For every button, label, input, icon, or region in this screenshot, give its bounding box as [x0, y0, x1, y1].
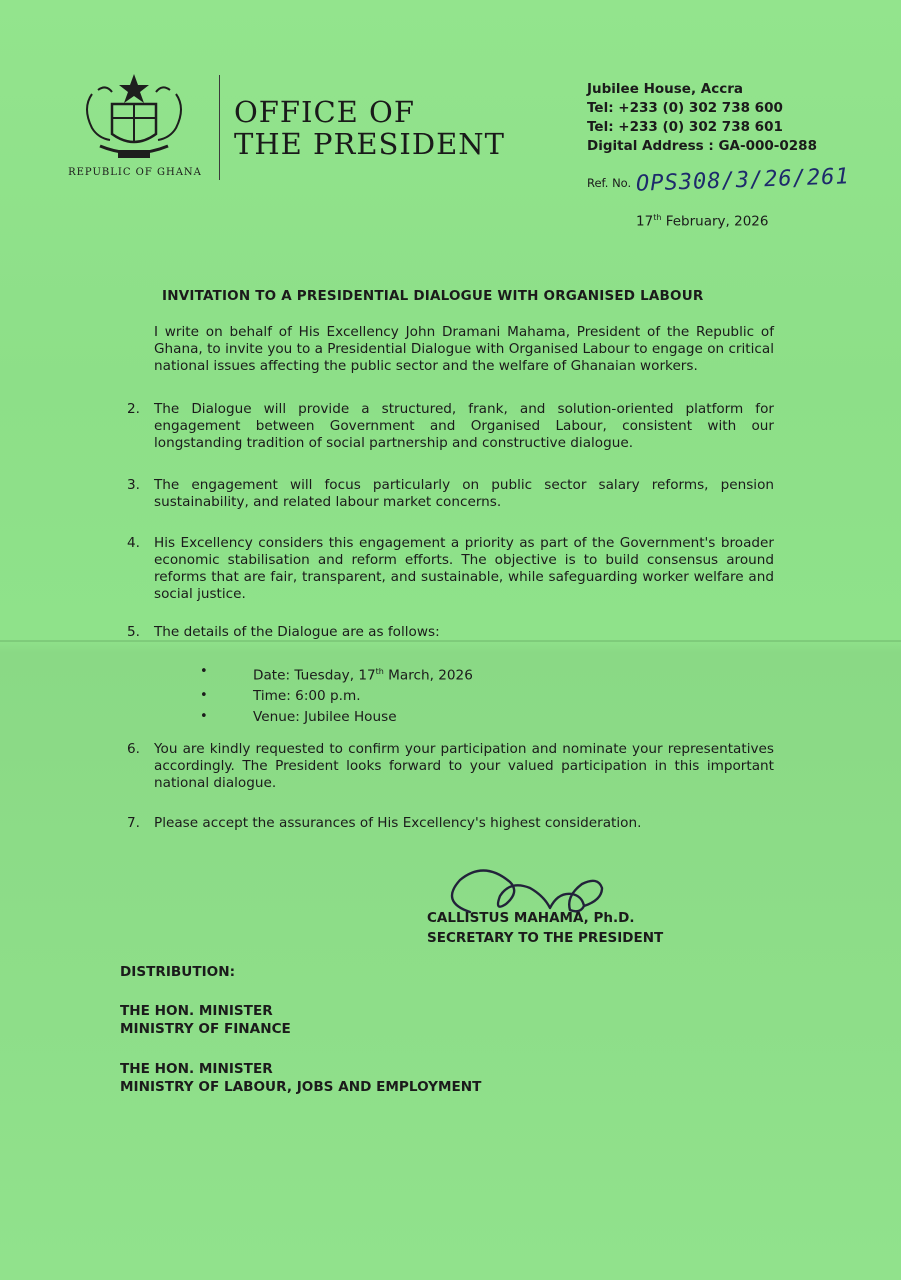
telephone-1: Tel: +233 (0) 302 738 600 — [587, 100, 783, 116]
detail-venue: Venue: Jubilee House — [253, 708, 397, 725]
detail-time: Time: 6:00 p.m. — [253, 688, 361, 705]
paragraph-4 — [127, 535, 774, 603]
paragraph-number: 6. — [127, 741, 140, 757]
signatory-title: SECRETARY TO THE PRESIDENT — [427, 930, 664, 946]
digital-address: Digital Address : GA-000-0288 — [587, 138, 817, 154]
paragraph-6 — [127, 741, 774, 792]
detail-date-prefix: Date: Tuesday, 17 — [253, 667, 376, 684]
paragraph-text: Please accept the assurances of His Excellency's highest consideration. — [154, 815, 642, 831]
recipient-line1: THE HON. MINISTER — [120, 1003, 273, 1019]
paragraph-number: 2. — [127, 401, 140, 417]
signatory-name: CALLISTUS MAHAMA, Ph.D. — [427, 910, 635, 926]
letter-subject: INVITATION TO A PRESIDENTIAL DIALOGUE WITH ORGANISED LABOUR — [162, 288, 704, 304]
paragraph-text: His Excellency considers this engagement a priority as part of the Government's broader economic stabilisation and reform efforts. The objective is to build consensus around reforms that are fair, transparent, and sustainable, while safeguarding worker welfare and social justice. — [154, 535, 774, 602]
detail-date-suffix: th — [375, 667, 384, 676]
paragraph-text: The engagement will focus particularly on public sector salary reforms, pension sustainability, and related labour market concerns. — [154, 477, 774, 510]
paragraph-text: You are kindly requested to confirm your participation and nominate your representatives accordingly. The President looks forward to your valued participation in this important national dialogue. — [154, 741, 774, 791]
paragraph-number: 5. — [127, 624, 140, 640]
paragraph-text: The Dialogue will provide a structured, frank, and solution-oriented platform for engagement between Government and Organised Labour, consistent with our longstanding tradition of social partnership and constructive dialogue. — [154, 401, 774, 451]
date-rest: February, 2026 — [661, 213, 769, 230]
paragraph-1: I write on behalf of His Excellency John Dramani Mahama, President of the Republic of Ghana, to invite you to a Presidential Dialogue with Organised Labour to engage on critical national issues affecting the public sector and the welfare of Ghanaian workers. — [154, 324, 774, 374]
distribution-recipient-1 — [120, 1002, 291, 1038]
paragraph-text: The details of the Dialogue are as follows: — [154, 624, 440, 640]
recipient-line2: MINISTRY OF FINANCE — [120, 1021, 291, 1037]
date-suffix: th — [653, 213, 662, 222]
reference-label: Ref. No. — [587, 176, 632, 190]
list-item — [200, 662, 473, 686]
office-title-line2: THE PRESIDENT — [234, 127, 505, 161]
paragraph-number: 3. — [127, 477, 140, 493]
paragraph-3 — [127, 477, 774, 511]
letter-date — [636, 213, 768, 230]
bullet: • — [200, 688, 208, 704]
list-item — [200, 686, 473, 707]
date-day: 17 — [636, 213, 654, 230]
detail-date-rest: March, 2026 — [383, 667, 473, 684]
list-item — [200, 707, 473, 728]
bullet: • — [200, 664, 208, 679]
paragraph-7 — [127, 815, 774, 832]
paragraph-2 — [127, 401, 774, 452]
signatory-block — [427, 908, 663, 948]
telephone-2: Tel: +233 (0) 302 738 601 — [587, 119, 783, 135]
paragraph-number: 7. — [127, 815, 140, 831]
reference-number — [587, 164, 851, 197]
address-line: Jubilee House, Accra — [587, 81, 743, 97]
distribution-heading: DISTRIBUTION: — [120, 964, 236, 980]
coat-of-arms-emblem — [78, 72, 190, 164]
paragraph-5 — [127, 624, 774, 641]
crest-caption: REPUBLIC OF GHANA — [68, 167, 202, 178]
distribution-recipient-2 — [120, 1060, 481, 1096]
letterhead-divider — [219, 75, 220, 180]
recipient-line2: MINISTRY OF LABOUR, JOBS AND EMPLOYMENT — [120, 1079, 482, 1095]
office-title-line1: OFFICE OF — [234, 95, 415, 129]
dialogue-details-list — [200, 662, 473, 727]
office-title — [234, 96, 505, 160]
bullet: • — [200, 708, 208, 724]
contact-block — [587, 80, 817, 156]
reference-value: OPS308/3/26/261 — [635, 164, 851, 197]
recipient-line1: THE HON. MINISTER — [120, 1061, 273, 1077]
paragraph-number: 4. — [127, 535, 140, 551]
